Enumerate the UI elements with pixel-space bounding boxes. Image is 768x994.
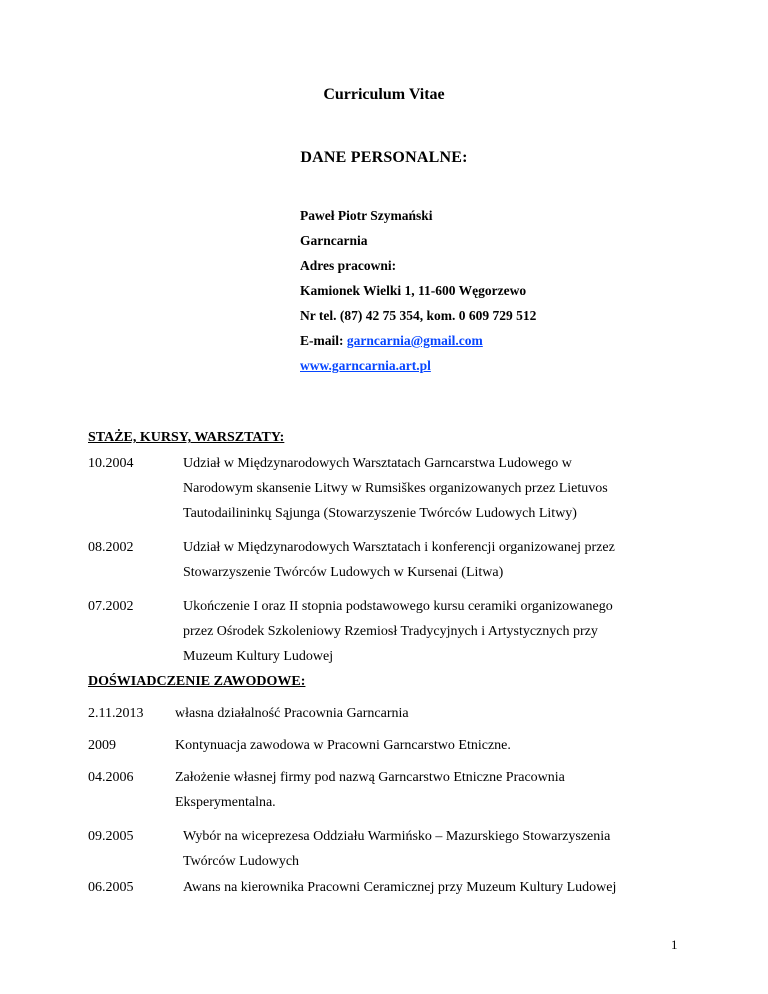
workshop-name: Garncarnia [300, 233, 368, 248]
experience-desc-line: Twórców Ludowych [183, 854, 300, 869]
internship-desc-line: Udział w Międzynarodowych Warsztatach Garncarstwa Ludowego w [183, 456, 572, 471]
internship-desc-line: Muzeum Kultury Ludowej [183, 649, 334, 664]
website-line [300, 358, 431, 374]
experience-desc-line: Awans na kierownika Pracowni Ceramicznej przy Muzeum Kultury Ludowej [183, 880, 617, 895]
person-name: Paweł Piotr Szymański [300, 208, 433, 223]
internship-date: 10.2004 [88, 456, 134, 471]
experience-desc-line: Kontynuacja zawodowa w Pracowni Garncarstwo Etniczne. [175, 738, 511, 753]
experience-heading: DOŚWIADCZENIE ZAWODOWE: [88, 674, 306, 689]
email-label: E-mail: [300, 333, 344, 348]
internship-date: 08.2002 [88, 540, 134, 555]
internship-desc-line: Udział w Międzynarodowych Warsztatach i konferencji organizowanej przez [183, 540, 615, 555]
experience-desc-line: Wybór na wiceprezesa Oddziału Warmińsko – Mazurskiego Stowarzyszenia [183, 829, 611, 844]
experience-date: 2009 [88, 738, 116, 753]
address-label: Adres pracowni: [300, 258, 397, 273]
experience-desc-line: Założenie własnej firmy pod nazwą Garncarstwo Etniczne Pracownia [175, 770, 565, 785]
document-title: Curriculum Vitae [323, 86, 445, 103]
internship-desc-line: Stowarzyszenie Twórców Ludowych w Kursenai (Litwa) [183, 565, 504, 580]
internship-desc-line: Ukończenie I oraz II stopnia podstawowego kursu ceramiki organizowanego [183, 599, 613, 614]
address-value: Kamionek Wielki 1, 11-600 Węgorzewo [300, 283, 527, 298]
internships-heading: STAŻE, KURSY, WARSZTATY: [88, 430, 285, 445]
experience-date: 04.2006 [88, 770, 134, 785]
phone-numbers: Nr tel. (87) 42 75 354, kom. 0 609 729 512 [300, 308, 537, 323]
email-link[interactable]: garncarnia@gmail.com [346, 333, 483, 348]
internship-date: 07.2002 [88, 599, 134, 614]
internship-desc-line: przez Ośrodek Szkoleniowy Rzemiosł Tradycyjnych i Artystycznych przy [183, 624, 598, 639]
experience-desc-line: własna działalność Pracownia Garncarnia [175, 706, 409, 721]
email-line [300, 333, 483, 349]
experience-date: 2.11.2013 [88, 706, 144, 721]
experience-desc-line: Eksperymentalna. [175, 795, 276, 810]
internship-desc-line: Narodowym skansenie Litwy w Rumsiškes organizowanych przez Lietuvos [183, 481, 608, 496]
experience-date: 09.2005 [88, 829, 134, 844]
experience-date: 06.2005 [88, 880, 134, 895]
personal-data-heading: DANE PERSONALNE: [300, 149, 468, 166]
page-number: 1 [671, 937, 678, 952]
website-link[interactable]: www.garncarnia.art.pl [300, 358, 431, 373]
internship-desc-line: Tautodailininkų Sąjunga (Stowarzyszenie Twórców Ludowych Litwy) [183, 506, 577, 521]
